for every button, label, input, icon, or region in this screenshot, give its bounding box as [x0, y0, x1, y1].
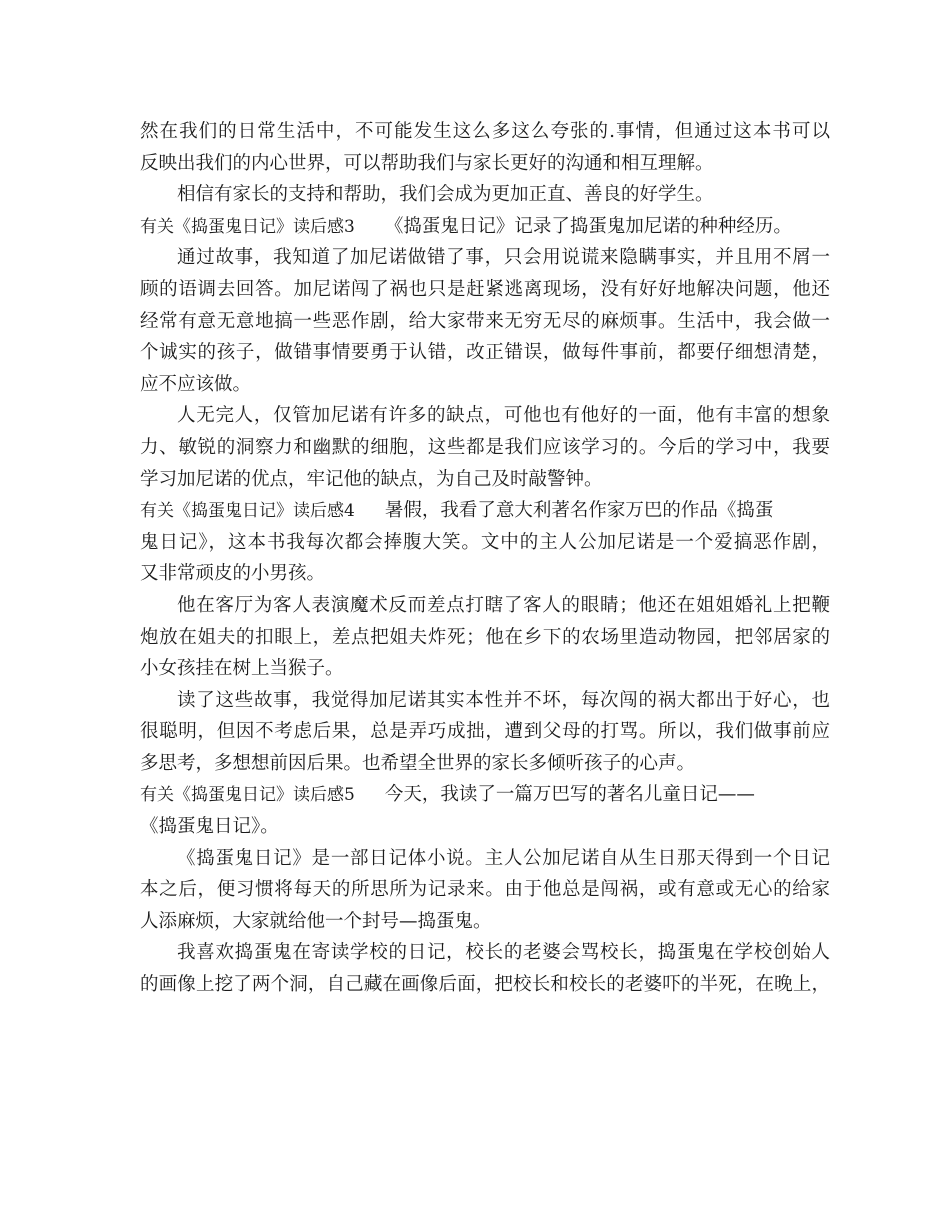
text-line: 又非常顽皮的小男孩。 [140, 563, 326, 585]
text-line: 鬼日记》，这本书我每次都会捧腹大笑。文中的主人公加尼诺是一个爱搞恶作剧， [140, 531, 830, 553]
text-line: 《捣蛋鬼日记》是一部日记体小说。主人公加尼诺自从生日那天得到一个日记 [177, 847, 830, 869]
text-line: 小女孩挂在树上当猴子。 [140, 658, 344, 680]
section-heading-line [140, 211, 830, 243]
document-page [140, 116, 830, 1001]
text-line: 力、敏锐的洞察力和幽默的细胞，这些都是我们应该学习的。今后的学习中，我要 [140, 436, 830, 458]
text-line: 人无完人，仅管加尼诺有许多的缺点，可他也有他好的一面，他有丰富的想象 [177, 405, 830, 427]
text-line: 通过故事，我知道了加尼诺做错了事，只会用说谎来隐瞒事实，并且用不屑一 [177, 247, 830, 269]
text-fragment: 暑假，我看了意大利著名作家万巴的作品《捣蛋 [384, 500, 774, 522]
text-line: 多思考，多想想前因后果。也希望全世界的家长多倾听孩子的心声。 [140, 752, 696, 774]
text-fragment: 今天，我读了一篇万巴写的著名儿童日记—— [384, 784, 755, 806]
text-line: 经常有意无意地搞一些恶作剧，给大家带来无穷无尽的麻烦事。生活中，我会做一 [140, 310, 830, 332]
section-heading: 有关《捣蛋鬼日记》读后感5 [140, 785, 355, 806]
section-heading: 有关《捣蛋鬼日记》读后感3 [140, 216, 355, 237]
section-heading: 有关《捣蛋鬼日记》读后感4 [140, 501, 355, 522]
text-fragment: 《捣蛋鬼日记》记录了捣蛋鬼加尼诺的种种经历。 [384, 215, 792, 237]
text-line: 个诚实的孩子，做错事情要勇于认错，改正错误，做每件事前，都要仔细想清楚， [140, 342, 830, 364]
text-line: 顾的语调去回答。加尼诺闯了祸也只是赶紧逃离现场，没有好好地解决问题，他还 [140, 278, 830, 300]
text-line: 很聪明，但因不考虑后果，总是弄巧成拙，遭到父母的打骂。所以，我们做事前应 [140, 721, 830, 743]
text-line: 《捣蛋鬼日记》。 [140, 816, 279, 838]
text-line: 应不应该做。 [140, 373, 252, 395]
section-heading-line [140, 495, 830, 527]
text-line: 本之后，便习惯将每天的所思所为记录来。由于他总是闯祸，或有意或无心的给家 [140, 879, 830, 901]
text-line: 反映出我们的内心世界，可以帮助我们与家长更好的沟通和相互理解。 [140, 152, 714, 174]
text-line: 学习加尼诺的优点，牢记他的缺点，为自己及时敲警钟。 [140, 468, 603, 490]
section-heading-line [140, 779, 830, 811]
text-line: 炮放在姐夫的扣眼上，差点把姐夫炸死；他在乡下的农场里造动物园，把邻居家的 [140, 626, 830, 648]
text-line: 相信有家长的支持和帮助，我们会成为更加正直、善良的好学生。 [177, 184, 714, 206]
text-line: 读了这些故事，我觉得加尼诺其实本性并不坏，每次闯的祸大都出于好心，也 [177, 689, 830, 711]
text-line: 然在我们的日常生活中，不可能发生这么多这么夸张的.事情，但通过这本书可以 [140, 121, 830, 142]
text-line: 我喜欢捣蛋鬼在寄读学校的日记，校长的老婆会骂校长，捣蛋鬼在学校创始人 [177, 942, 830, 964]
text-line: 人添麻烦，大家就给他一个封号—捣蛋鬼。 [140, 910, 492, 932]
text-line: 的画像上挖了两个洞，自己藏在画像后面，把校长和校长的老婆吓的半死，在晚上， [140, 974, 830, 996]
text-line: 他在客厅为客人表演魔术反而差点打瞎了客人的眼睛；他还在姐姐婚礼上把鞭 [177, 594, 830, 616]
